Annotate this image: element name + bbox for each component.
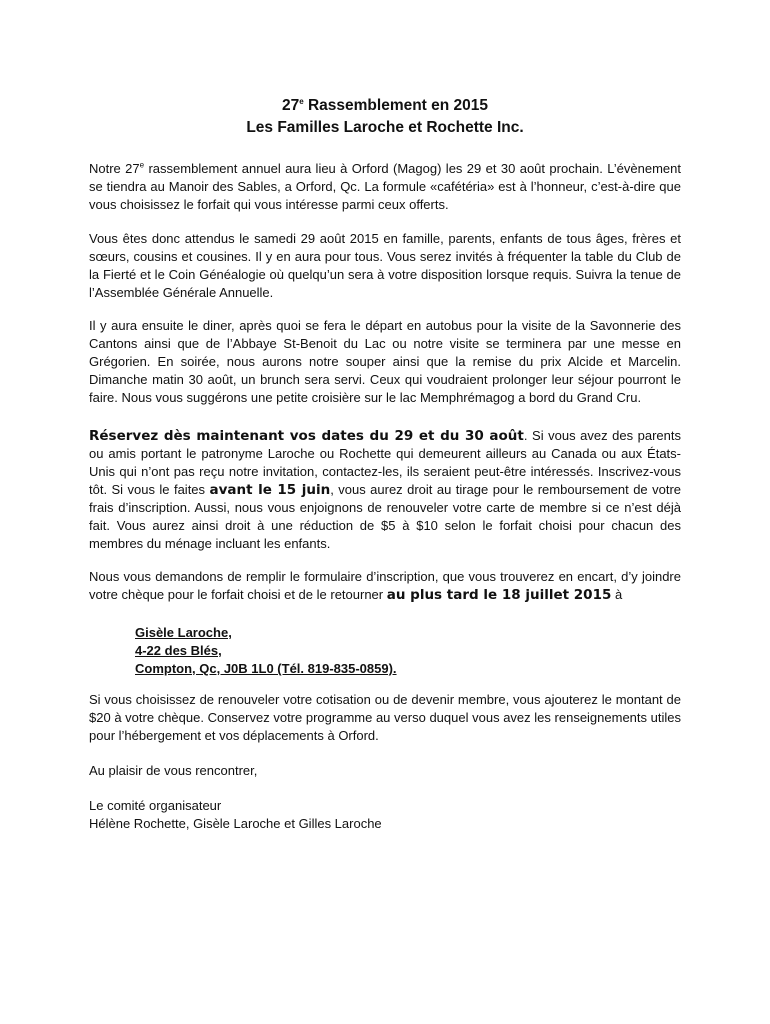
reservation-text: . Si vous avez des parents ou amis portant le patronyme Laroche ou Rochette qui demeurent ailleurs au Canada ou aux États-Unis qui n’ont pas reçu notre invitation, contactez-les, ils seraient peut-être intéressés. Inscrivez-vous tôt. Si vous le faites [89, 428, 681, 497]
reservation-text-end: , vous aurez droit au tirage pour le remboursement de votre frais d’inscription. Aussi, nous vous enjoignons de renouveler votre carte de membre si ce n’est déjà fait. Vous aurez ainsi droit à une réduction de $5 à $10 selon le forfait choisi pour chacun des membres du ménage incluant les enfants. [89, 482, 681, 551]
address-name: Gisèle Laroche, [135, 625, 232, 640]
document-subtitle: Les Familles Laroche et Rochette Inc. [246, 119, 524, 136]
title-ordinal-superscript: e [299, 96, 304, 106]
intro-rest: rassemblement annuel aura lieu à Orford (Magog) les 29 et 30 août prochain. L’évènement se tiendra au Manoir des Sables, a Orford, Qc. La formule «cafétéria» est à l’honneur, c’est-à-dire que vous choisissez le forfait qui vous intéresse parmi ceux offerts. [89, 161, 681, 212]
registration-text: Nous vous demandons de remplir le formulaire d’inscription, que vous trouverez en encart, d’y joindre votre chèque pour le forfait choisi et de le retourner [89, 569, 681, 602]
document-title [0, 95, 770, 116]
signature-block [89, 797, 681, 833]
intro-start: Notre 27 [89, 161, 140, 176]
paragraph-membership: Si vous choisissez de renouveler votre cotisation ou de devenir membre, vous ajouterez le montant de $20 à votre chèque. Conservez votre programme au verso duquel vous avez les renseignements utiles pour l’hébergement et vos déplacements à Orford. [89, 692, 681, 743]
return-deadline-emphasis: au plus tard le 18 juillet 2015 [386, 587, 612, 603]
address-city-phone: Compton, Qc, J0B 1L0 (Tél. 819-835-0859). [135, 661, 397, 676]
deadline-emphasis: avant le 15 juin [209, 482, 331, 498]
closing-line: Au plaisir de vous rencontrer, [89, 763, 258, 778]
reservation-emphasis: Réservez dès maintenant vos dates du 29 et du 30 août [89, 428, 524, 444]
title-ordinal: 27 [281, 97, 300, 114]
signature-names: Hélène Rochette, Gisèle Laroche et Gilles Laroche [89, 816, 382, 831]
paragraph-intro [89, 160, 681, 214]
paragraph-registration [89, 568, 681, 604]
intro-superscript: e [139, 160, 145, 170]
registration-end: à [611, 587, 623, 602]
title-rest: Rassemblement en 2015 [303, 97, 489, 114]
paragraph-saturday: Vous êtes donc attendus le samedi 29 août 2015 en famille, parents, enfants de tous âges, frères et sœurs, cousins et cousines. Il y en aura pour tous. Vous serez invités à fréquenter la table du Club de la Fierté et le Coin Généalogie où quelqu’un sera à votre disposition lorsque requis. Suivra la tenue de l’Assemblée Générale Annuelle. [89, 231, 681, 300]
paragraph-reservation [89, 427, 681, 553]
signature-committee: Le comité organisateur [89, 798, 222, 813]
paragraph-activities: Il y aura ensuite le diner, après quoi se fera le départ en autobus pour la visite de la Savonnerie des Cantons ainsi que de l’Abbaye St-Benoit du Lac ou notre visite se terminera par une messe en Grégorien. En soirée, nous aurons notre souper ainsi que la remise du prix Alcide et Marcelin. Dimanche matin 30 août, un brunch sera servi. Ceux qui voudraient prolonger leur séjour pourront le faire. Nous vous suggérons une petite croisière sur le lac Memphrémagog a bord du Grand Cru. [89, 318, 681, 405]
address-street: 4-22 des Blés, [135, 643, 222, 658]
mailing-address [135, 624, 397, 678]
